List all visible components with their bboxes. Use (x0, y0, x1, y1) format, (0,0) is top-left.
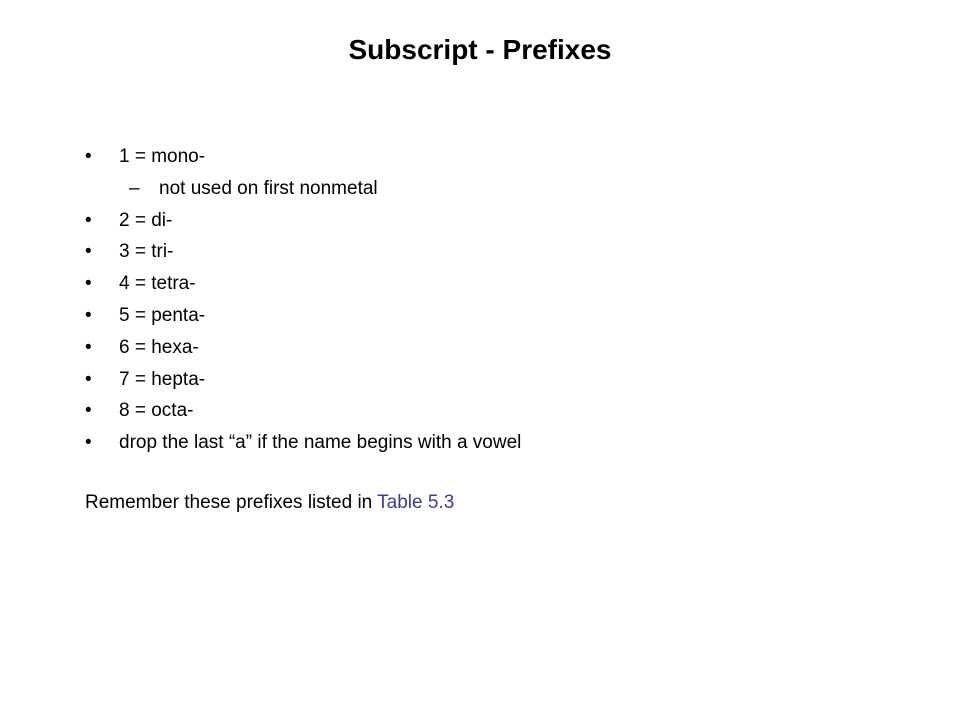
bullet-marker: • (85, 304, 92, 326)
footer-text: Remember these prefixes listed in (85, 492, 378, 513)
bullet-marker: • (85, 209, 92, 231)
bullet-marker: • (85, 400, 92, 422)
bullet-marker: • (85, 368, 92, 390)
bullet-text: 7 = hepta- (119, 368, 206, 390)
sub-bullet-marker: – (129, 177, 140, 199)
bullet-text: 4 = tetra- (119, 273, 196, 295)
table-reference-link[interactable]: Table 5.3 (377, 492, 455, 513)
bullet-marker: • (85, 432, 92, 454)
bullet-text: 6 = hexa- (119, 336, 199, 358)
bullet-text: 3 = tri- (119, 241, 174, 263)
bullet-marker: • (85, 273, 92, 295)
slide-title: Subscript - Prefixes (348, 34, 612, 65)
bullet-marker: • (85, 146, 92, 167)
bullet-text: 5 = penta- (119, 304, 206, 326)
bullet-text: 1 = mono- (119, 146, 206, 167)
bullet-text: 2 = di- (119, 209, 173, 231)
bullet-marker: • (85, 241, 92, 263)
sub-bullet-text: not used on first nonmetal (159, 177, 378, 199)
footer-note (85, 488, 454, 518)
bullet-text: drop the last “a” if the name begins with a vowel (119, 432, 522, 454)
bullet-marker: • (85, 336, 92, 358)
bullet-text: 8 = octa- (119, 400, 194, 422)
